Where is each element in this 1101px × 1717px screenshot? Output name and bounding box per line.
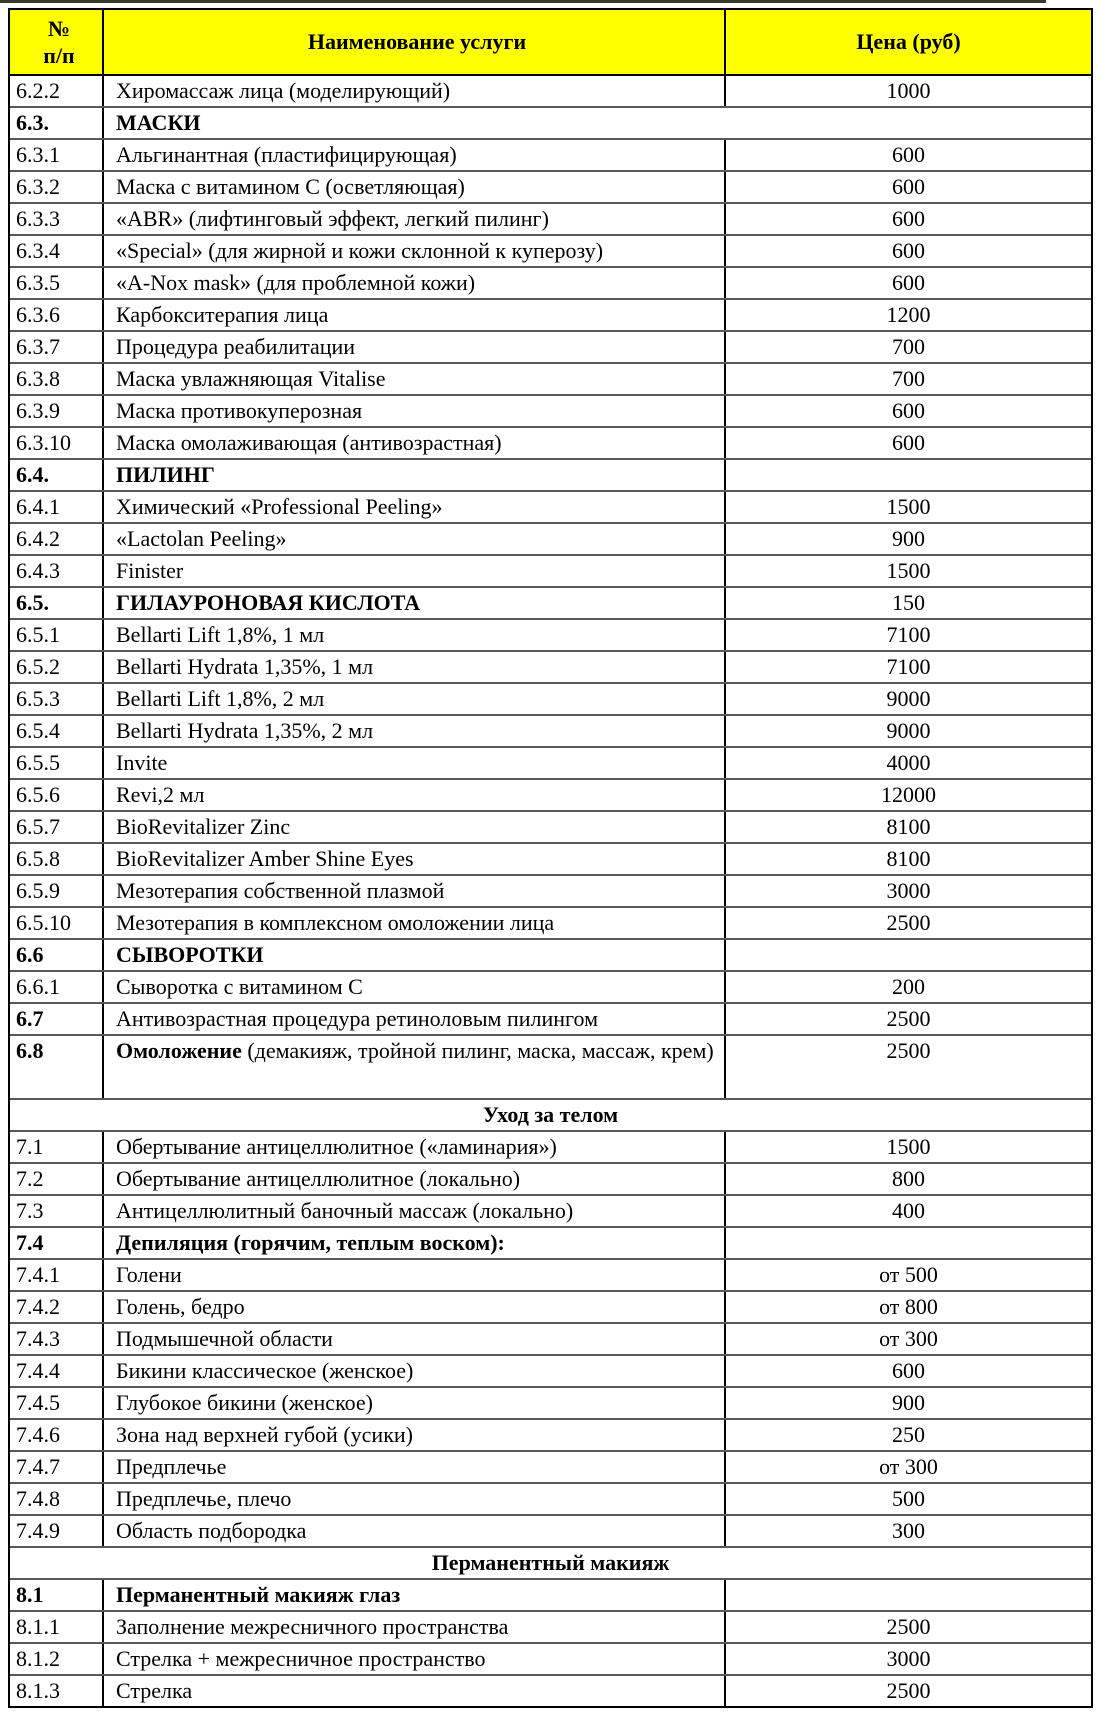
service-name-cell: Подмышечной области	[104, 1324, 726, 1354]
price-cell: 600	[892, 430, 925, 455]
row-number-cell: 6.6	[10, 940, 104, 970]
service-name-cell: BioRevitalizer Amber Shine Eyes	[104, 844, 726, 874]
table-row	[10, 362, 1091, 394]
row-number-cell: 8.1.1	[10, 1612, 104, 1642]
price-cell: 300	[892, 1518, 925, 1543]
price-cell: 12000	[881, 782, 936, 807]
service-name-cell: Маска омолаживающая (антивозрастная)	[104, 428, 726, 458]
table-row	[10, 74, 1091, 106]
row-number-cell: 8.1.2	[10, 1644, 104, 1674]
service-name-cell: «ABR» (лифтинговый эффект, легкий пилинг)	[104, 204, 726, 234]
service-name-cell: Альгинантная (пластифицирующая)	[104, 140, 726, 170]
table-row	[10, 1578, 1091, 1610]
service-name-cell: BioRevitalizer Zinc	[104, 812, 726, 842]
service-name-cell: Карбокситерапия лица	[104, 300, 726, 330]
price-cell: 700	[892, 334, 925, 359]
table-row	[10, 234, 1091, 266]
row-number-cell: 6.5.10	[10, 908, 104, 938]
table-row	[10, 1642, 1091, 1674]
table-row	[10, 778, 1091, 810]
header-cell-service-name: Наименование услуги	[104, 10, 726, 74]
service-name-cell: Мезотерапия собственной плазмой	[104, 876, 726, 906]
table-row	[10, 906, 1091, 938]
section-header-row	[10, 1098, 1091, 1130]
row-number-cell: 7.2	[10, 1164, 104, 1194]
service-name-cell: Стрелка	[104, 1676, 726, 1706]
price-cell	[726, 940, 1091, 970]
row-number-cell: 6.8	[10, 1036, 104, 1098]
price-cell: 9000	[886, 686, 931, 711]
service-name-cell: «Special» (для жирной и кожи склонной к куперозу)	[104, 236, 726, 266]
row-number-cell: 6.5.4	[10, 716, 104, 746]
table-row	[10, 1386, 1091, 1418]
table-row	[10, 586, 1091, 618]
table-row	[10, 1418, 1091, 1450]
price-cell: 2500	[886, 910, 931, 935]
header-number-line1: №	[47, 16, 71, 41]
price-cell: 1000	[886, 78, 931, 103]
row-number-cell: 8.1	[10, 1580, 104, 1610]
service-name-cell: Голени	[104, 1260, 726, 1290]
row-number-cell: 7.4.5	[10, 1388, 104, 1418]
price-cell: 900	[892, 1390, 925, 1415]
price-cell: 8100	[886, 846, 931, 871]
row-number-cell: 7.1	[10, 1132, 104, 1162]
row-number-cell: 6.4.1	[10, 492, 104, 522]
table-row	[10, 394, 1091, 426]
table-row	[10, 1514, 1091, 1546]
table-row	[10, 874, 1091, 906]
service-name-cell: Область подбородка	[104, 1516, 726, 1546]
price-cell: 700	[892, 366, 925, 391]
table-row	[10, 938, 1091, 970]
price-cell: 150	[892, 590, 925, 615]
table-row	[10, 618, 1091, 650]
service-name-cell: Бикини классическое (женское)	[104, 1356, 726, 1386]
row-number-cell: 7.4.7	[10, 1452, 104, 1482]
price-cell: 600	[892, 1358, 925, 1383]
price-cell: от 300	[879, 1326, 938, 1351]
service-name-cell: Антивозрастная процедура ретиноловым пилингом	[104, 1004, 726, 1034]
table-row	[10, 266, 1091, 298]
service-name-cell: Хиромассаж лица (моделирующий)	[104, 76, 726, 106]
table-row	[10, 1674, 1091, 1706]
price-cell: 3000	[886, 1646, 931, 1671]
table-row	[10, 1162, 1091, 1194]
row-number-cell: 6.3.4	[10, 236, 104, 266]
price-cell: 600	[892, 142, 925, 167]
header-cell-number	[10, 10, 104, 74]
service-name-cell: Заполнение межресничного пространства	[104, 1612, 726, 1642]
row-number-cell: 6.5.2	[10, 652, 104, 682]
price-cell: 800	[892, 1166, 925, 1191]
row-number-cell: 7.4.9	[10, 1516, 104, 1546]
row-number-cell: 6.3.	[10, 108, 104, 138]
price-cell: 600	[892, 238, 925, 263]
price-cell: 8100	[886, 814, 931, 839]
row-number-cell: 7.4.2	[10, 1292, 104, 1322]
row-number-cell: 6.4.	[10, 460, 104, 490]
service-name-cell: Предплечье	[104, 1452, 726, 1482]
table-row	[10, 1226, 1091, 1258]
price-cell	[726, 1580, 1091, 1610]
service-name-cell: Обертывание антицеллюлитное («ламинария»)	[104, 1132, 726, 1162]
price-cell: от 800	[879, 1294, 938, 1319]
service-name-cell: Мезотерапия в комплексном омоложении лица	[104, 908, 726, 938]
service-name-cell: Антицеллюлитный баночный массаж (локально)	[104, 1196, 726, 1226]
price-cell: 1500	[886, 1134, 931, 1159]
row-number-cell: 7.4.8	[10, 1484, 104, 1514]
price-cell: 400	[892, 1198, 925, 1223]
table-row	[10, 1354, 1091, 1386]
row-number-cell: 6.3.9	[10, 396, 104, 426]
cropped-previous-row-border	[0, 0, 1046, 3]
service-name-cell: Bellarti Hydrata 1,35%, 1 мл	[104, 652, 726, 682]
row-number-cell: 6.5.	[10, 588, 104, 618]
price-cell	[726, 460, 1091, 490]
service-name-cell: Finister	[104, 556, 726, 586]
table-row	[10, 1290, 1091, 1322]
table-row	[10, 1450, 1091, 1482]
service-name-cell: Bellarti Hydrata 1,35%, 2 мл	[104, 716, 726, 746]
price-cell: 1200	[886, 302, 931, 327]
table-row	[10, 682, 1091, 714]
price-cell: 9000	[886, 718, 931, 743]
price-cell: 600	[892, 270, 925, 295]
row-number-cell: 7.3	[10, 1196, 104, 1226]
table-row	[10, 490, 1091, 522]
service-name-cell: Маска противокуперозная	[104, 396, 726, 426]
table-row	[10, 426, 1091, 458]
price-cell: 600	[892, 174, 925, 199]
table-row	[10, 138, 1091, 170]
section-title: Перманентный макияж	[431, 1550, 670, 1575]
row-number-cell: 6.5.7	[10, 812, 104, 842]
service-name-cell: Bellarti Lift 1,8%, 2 мл	[104, 684, 726, 714]
service-name-cell: СЫВОРОТКИ	[104, 940, 726, 970]
row-number-cell: 7.4.3	[10, 1324, 104, 1354]
table-row	[10, 458, 1091, 490]
price-cell: от 300	[879, 1454, 938, 1479]
service-name-cell: Bellarti Lift 1,8%, 1 мл	[104, 620, 726, 650]
row-number-cell: 6.5.8	[10, 844, 104, 874]
row-number-cell: 6.5.9	[10, 876, 104, 906]
header-cell-price: Цена (руб)	[856, 29, 961, 54]
service-name-cell: Депиляция (горячим, теплым воском):	[104, 1228, 726, 1258]
table-row	[10, 1130, 1091, 1162]
table-row	[10, 842, 1091, 874]
table-row	[10, 1482, 1091, 1514]
service-name-cell: МАСКИ	[116, 110, 201, 135]
table-row	[10, 1194, 1091, 1226]
price-cell: 1500	[886, 558, 931, 583]
table-header-row	[10, 10, 1091, 74]
row-number-cell: 6.7	[10, 1004, 104, 1034]
service-name-cell: Химический «Professional Peeling»	[104, 492, 726, 522]
service-name-cell: Сыворотка с витамином С	[104, 972, 726, 1002]
table-row	[10, 298, 1091, 330]
price-cell: 2500	[886, 1614, 931, 1639]
service-name-cell: Revi,2 мл	[104, 780, 726, 810]
table-row	[10, 330, 1091, 362]
service-name-cell: Предплечье, плечо	[104, 1484, 726, 1514]
service-name-cell: Зона над верхней губой (усики)	[104, 1420, 726, 1450]
price-cell: 600	[892, 206, 925, 231]
price-cell: 250	[892, 1422, 925, 1447]
price-cell: 7100	[886, 654, 931, 679]
row-number-cell: 7.4.6	[10, 1420, 104, 1450]
row-number-cell: 7.4.1	[10, 1260, 104, 1290]
row-number-cell: 6.3.5	[10, 268, 104, 298]
service-name-cell: Процедура реабилитации	[104, 332, 726, 362]
table-row	[10, 714, 1091, 746]
service-name-cell: «Lactolan Peeling»	[104, 524, 726, 554]
service-name-cell: ГИЛАУРОНОВАЯ КИСЛОТА	[104, 588, 726, 618]
row-number-cell: 8.1.3	[10, 1676, 104, 1706]
service-name-cell: ПИЛИНГ	[104, 460, 726, 490]
price-cell: 600	[892, 398, 925, 423]
row-number-cell: 6.3.3	[10, 204, 104, 234]
service-name-cell: Голень, бедро	[104, 1292, 726, 1322]
row-number-cell: 6.5.3	[10, 684, 104, 714]
row-number-cell: 6.6.1	[10, 972, 104, 1002]
table-body	[10, 74, 1091, 1706]
service-name-cell	[104, 1036, 726, 1098]
service-name-cell: Стрелка + межресничное пространство	[104, 1644, 726, 1674]
table-row	[10, 810, 1091, 842]
price-cell: от 500	[879, 1262, 938, 1287]
price-list-table	[8, 8, 1093, 1708]
price-cell: 200	[892, 974, 925, 999]
price-cell: 500	[892, 1486, 925, 1511]
table-row	[10, 746, 1091, 778]
table-row	[10, 170, 1091, 202]
service-name-cell: «A-Nox mask» (для проблемной кожи)	[104, 268, 726, 298]
service-name-cell: Маска с витамином С (осветляющая)	[104, 172, 726, 202]
service-name-rest: (демакияж, тройной пилинг, маска, массаж, крем)	[241, 1038, 714, 1063]
row-number-cell: 6.5.5	[10, 748, 104, 778]
table-row	[10, 1002, 1091, 1034]
section-header-row	[10, 1546, 1091, 1578]
price-cell	[726, 1228, 1091, 1258]
table-row	[10, 1034, 1091, 1098]
price-cell: 3000	[886, 878, 931, 903]
service-name-cell: Перманентный макияж глаз	[104, 1580, 726, 1610]
price-cell: 2500	[886, 1678, 931, 1703]
service-name-cell: Глубокое бикини (женское)	[104, 1388, 726, 1418]
table-row	[10, 106, 1091, 138]
row-number-cell: 6.3.7	[10, 332, 104, 362]
service-name-bold-part: Омоложение	[116, 1038, 242, 1063]
table-row	[10, 1610, 1091, 1642]
row-number-cell: 6.3.1	[10, 140, 104, 170]
service-name-cell: Маска увлажняющая Vitalise	[104, 364, 726, 394]
table-row	[10, 970, 1091, 1002]
row-number-cell: 6.5.1	[10, 620, 104, 650]
table-row	[10, 1258, 1091, 1290]
price-cell: 2500	[886, 1006, 931, 1031]
row-number-cell: 7.4.4	[10, 1356, 104, 1386]
row-number-cell: 6.4.2	[10, 524, 104, 554]
row-number-cell: 6.2.2	[10, 76, 104, 106]
table-row	[10, 650, 1091, 682]
row-number-cell: 6.3.10	[10, 428, 104, 458]
section-title: Уход за телом	[482, 1102, 619, 1127]
row-number-cell: 6.3.8	[10, 364, 104, 394]
table-row	[10, 554, 1091, 586]
row-number-cell: 6.4.3	[10, 556, 104, 586]
table-row	[10, 522, 1091, 554]
table-row	[10, 1322, 1091, 1354]
row-number-cell: 7.4	[10, 1228, 104, 1258]
price-cell: 4000	[886, 750, 931, 775]
price-cell: 1500	[886, 494, 931, 519]
price-cell: 7100	[886, 622, 931, 647]
row-number-cell: 6.3.2	[10, 172, 104, 202]
service-name-cell: Invite	[104, 748, 726, 778]
row-number-cell: 6.5.6	[10, 780, 104, 810]
service-name-cell: Обертывание антицеллюлитное (локально)	[104, 1164, 726, 1194]
price-cell: 900	[892, 526, 925, 551]
price-cell: 2500	[886, 1038, 931, 1063]
row-number-cell: 6.3.6	[10, 300, 104, 330]
header-number-line2: п/п	[43, 43, 75, 68]
table-row	[10, 202, 1091, 234]
